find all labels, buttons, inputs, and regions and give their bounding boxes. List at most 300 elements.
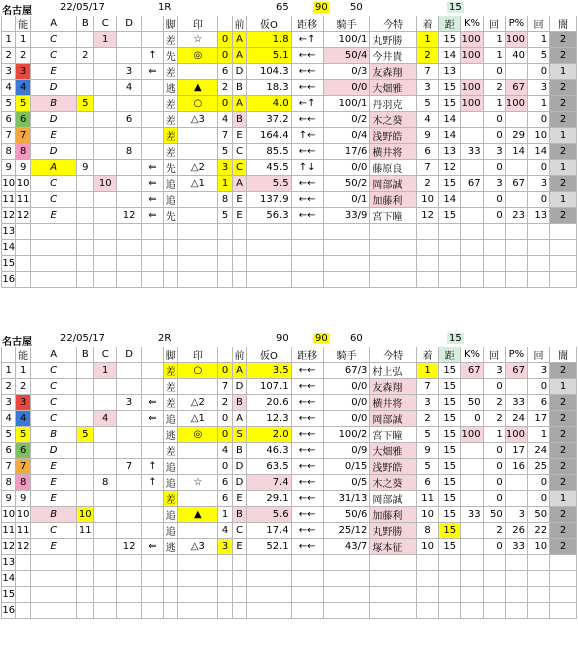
table-cell: 差	[163, 491, 177, 507]
table-cell: 2	[550, 144, 577, 160]
table-cell	[461, 256, 483, 272]
table-cell: 3.5	[247, 363, 291, 379]
row-number: 12	[2, 208, 16, 224]
table-cell	[94, 240, 117, 256]
table-cell: 10	[527, 539, 549, 555]
table-cell: ←←	[291, 507, 323, 523]
table-cell: E	[30, 475, 77, 491]
table-cell: 追	[163, 411, 177, 427]
table-cell	[461, 475, 483, 491]
row-number: 2	[2, 379, 16, 395]
table-cell	[291, 587, 323, 603]
row-number: 3	[2, 64, 16, 80]
table-cell: 0/3	[323, 64, 370, 80]
table-cell	[117, 32, 141, 48]
table-cell: E	[30, 491, 77, 507]
frame-number: 9	[16, 491, 30, 507]
column-header: 前	[232, 347, 246, 363]
venue-label: 名古屋	[2, 337, 32, 348]
table-cell: 塚本征	[370, 539, 417, 555]
row-number: 1	[2, 363, 16, 379]
table-cell	[77, 176, 94, 192]
table-cell	[117, 411, 141, 427]
table-cell: C	[30, 379, 77, 395]
frame-number: 4	[16, 411, 30, 427]
table-row	[2, 523, 577, 539]
column-header: D	[117, 16, 141, 32]
table-cell: 14	[527, 144, 549, 160]
table-cell	[178, 224, 218, 240]
race-1-section	[0, 0, 578, 288]
table-cell	[94, 208, 117, 224]
table-cell: C	[30, 32, 77, 48]
table-cell: 差	[163, 112, 177, 128]
table-cell: ☆	[178, 32, 218, 48]
table-cell: 37.2	[247, 112, 291, 128]
table-cell	[323, 224, 370, 240]
column-header	[141, 347, 163, 363]
table-cell	[94, 224, 117, 240]
table-cell: 63.5	[247, 459, 291, 475]
table-cell: E	[30, 208, 77, 224]
table-cell: 17	[505, 443, 527, 459]
frame-number: 9	[16, 160, 30, 176]
table-cell: 14	[439, 48, 461, 64]
table-cell: C	[30, 411, 77, 427]
table-cell	[117, 443, 141, 459]
table-cell	[505, 603, 527, 619]
table-cell: 1	[483, 48, 505, 64]
table-cell: 差	[163, 379, 177, 395]
table-cell: 大畑雅	[370, 443, 417, 459]
table-cell: 7	[218, 128, 232, 144]
table-cell: 2	[550, 507, 577, 523]
table-cell	[94, 96, 117, 112]
table-cell: 0/5	[323, 475, 370, 491]
table-cell	[141, 224, 163, 240]
table-cell: 0/4	[323, 128, 370, 144]
table-cell: 50/6	[323, 507, 370, 523]
table-cell: 50	[483, 507, 505, 523]
column-header	[141, 16, 163, 32]
frame-number: 1	[16, 363, 30, 379]
table-cell: 15	[439, 507, 461, 523]
header-value-1: 90	[276, 333, 289, 344]
table-cell	[505, 475, 527, 491]
table-cell: D	[30, 80, 77, 96]
table-cell: ←←	[291, 491, 323, 507]
table-cell	[141, 256, 163, 272]
table-cell	[505, 587, 527, 603]
table-cell: 丸野勝	[370, 32, 417, 48]
column-header: 距移	[291, 347, 323, 363]
table-cell: 9	[77, 160, 94, 176]
table-cell: 5	[527, 48, 549, 64]
table-cell: 2	[550, 112, 577, 128]
table-cell: E	[30, 459, 77, 475]
table-cell: 22	[527, 523, 549, 539]
table-row	[2, 379, 577, 395]
table-cell: 0/9	[323, 443, 370, 459]
table-cell: 14	[439, 128, 461, 144]
row-number: 7	[2, 128, 16, 144]
row-number: 4	[2, 80, 16, 96]
table-cell	[323, 256, 370, 272]
table-cell	[417, 272, 439, 288]
table-cell	[323, 571, 370, 587]
table-cell: 17/6	[323, 144, 370, 160]
table-cell: 1	[483, 32, 505, 48]
table-cell	[77, 555, 94, 571]
table-cell: 10	[527, 128, 549, 144]
table-cell	[232, 603, 246, 619]
column-header: B	[77, 347, 94, 363]
table-cell: 33	[505, 395, 527, 411]
row-number: 13	[2, 224, 16, 240]
table-cell: 67	[505, 363, 527, 379]
table-cell: C	[30, 363, 77, 379]
table-cell: 2	[550, 96, 577, 112]
table-cell: 15	[439, 459, 461, 475]
table-row	[2, 240, 577, 256]
table-cell	[94, 539, 117, 555]
table-cell	[483, 587, 505, 603]
frame-number: 11	[16, 192, 30, 208]
table-cell	[94, 395, 117, 411]
table-cell	[483, 256, 505, 272]
table-cell	[30, 256, 77, 272]
table-cell: 13	[439, 144, 461, 160]
table-cell: D	[30, 144, 77, 160]
race-date: 22/05/17	[60, 2, 105, 13]
table-cell	[141, 80, 163, 96]
table-cell: 33	[505, 539, 527, 555]
table-cell: 100	[505, 96, 527, 112]
table-cell	[527, 555, 549, 571]
race-2-section	[0, 331, 578, 619]
table-cell: 藤原良	[370, 160, 417, 176]
table-cell: 15	[439, 411, 461, 427]
table-cell: A	[232, 32, 246, 48]
table-cell: 16	[505, 459, 527, 475]
table-cell: 12	[417, 208, 439, 224]
table-cell: 107.1	[247, 379, 291, 395]
table-cell: B	[30, 96, 77, 112]
table-cell	[439, 603, 461, 619]
table-cell: ←←	[291, 192, 323, 208]
table-cell: 3	[417, 80, 439, 96]
table-cell	[77, 539, 94, 555]
table-cell: 3	[218, 160, 232, 176]
table-cell	[77, 587, 94, 603]
table-cell: 0	[483, 160, 505, 176]
column-header: D	[117, 347, 141, 363]
table-cell: C	[30, 192, 77, 208]
table-cell	[178, 208, 218, 224]
table-cell	[291, 571, 323, 587]
table-cell: 2	[550, 427, 577, 443]
table-cell	[323, 555, 370, 571]
table-cell: D	[232, 475, 246, 491]
table-cell: ◎	[178, 427, 218, 443]
table-cell: 1	[94, 363, 117, 379]
column-header: 距	[439, 16, 461, 32]
table-row	[2, 555, 577, 571]
table-cell: C	[30, 176, 77, 192]
table-cell: 0	[527, 192, 549, 208]
table-cell: 100	[461, 80, 483, 96]
table-cell	[178, 571, 218, 587]
table-cell: 0	[218, 427, 232, 443]
table-cell	[94, 192, 117, 208]
table-row	[2, 32, 577, 48]
table-cell: D	[232, 379, 246, 395]
row-number: 16	[2, 272, 16, 288]
table-cell: 追	[163, 459, 177, 475]
table-cell	[77, 128, 94, 144]
table-cell	[77, 224, 94, 240]
table-cell: 3	[483, 144, 505, 160]
table-row	[2, 128, 577, 144]
table-cell: 差	[163, 128, 177, 144]
table-cell: 100	[461, 96, 483, 112]
table-cell: 1	[483, 427, 505, 443]
table-cell	[370, 571, 417, 587]
row-number: 12	[2, 539, 16, 555]
table-cell: 0/1	[323, 192, 370, 208]
table-cell: 100/1	[323, 96, 370, 112]
table-cell: 15	[439, 80, 461, 96]
table-cell	[117, 256, 141, 272]
table-cell	[218, 587, 232, 603]
table-cell: 17	[527, 411, 549, 427]
table-cell	[141, 571, 163, 587]
table-cell: 18.3	[247, 80, 291, 96]
table-cell: ↑	[141, 48, 163, 64]
table-cell: D	[30, 443, 77, 459]
table-cell	[141, 443, 163, 459]
table-cell	[527, 603, 549, 619]
table-cell: 0	[218, 48, 232, 64]
table-cell: 横井将	[370, 395, 417, 411]
table-cell: 1	[218, 176, 232, 192]
table-cell	[505, 192, 527, 208]
table-cell: B	[30, 507, 77, 523]
table-cell: 8	[94, 475, 117, 491]
table-cell	[163, 603, 177, 619]
table-cell: 3	[117, 64, 141, 80]
table-row	[2, 443, 577, 459]
table-cell	[461, 112, 483, 128]
table-cell	[141, 555, 163, 571]
table-cell	[141, 96, 163, 112]
table-cell: 50/4	[323, 48, 370, 64]
table-cell: D	[30, 112, 77, 128]
table-cell	[117, 96, 141, 112]
table-cell: 12	[117, 208, 141, 224]
table-cell: 2	[550, 475, 577, 491]
frame-number: 7	[16, 128, 30, 144]
table-cell: ▲	[178, 507, 218, 523]
table-cell: A	[30, 160, 77, 176]
table-cell: ○	[178, 96, 218, 112]
table-cell	[461, 128, 483, 144]
table-cell	[550, 571, 577, 587]
table-cell: 100/1	[323, 32, 370, 48]
table-cell: 2	[483, 523, 505, 539]
frame-number: 3	[16, 395, 30, 411]
table-cell: ☆	[178, 475, 218, 491]
table-cell: 8	[117, 144, 141, 160]
table-cell	[461, 64, 483, 80]
table-cell	[247, 272, 291, 288]
table-cell	[461, 555, 483, 571]
table-cell: 137.9	[247, 192, 291, 208]
table-cell: 追	[163, 192, 177, 208]
row-number: 4	[2, 411, 16, 427]
table-cell	[527, 256, 549, 272]
table-cell	[370, 240, 417, 256]
table-cell: 1.8	[247, 32, 291, 48]
table-cell: 加藤利	[370, 192, 417, 208]
table-cell	[94, 80, 117, 96]
table-cell: 15	[439, 427, 461, 443]
table-cell: 8	[218, 192, 232, 208]
table-cell: 追	[163, 176, 177, 192]
table-cell	[218, 555, 232, 571]
table-cell	[30, 224, 77, 240]
table-cell: E	[232, 539, 246, 555]
table-cell: 15	[439, 208, 461, 224]
table-cell: 67	[461, 363, 483, 379]
column-header	[218, 16, 232, 32]
table-cell: 10	[94, 176, 117, 192]
table-cell: 0	[527, 112, 549, 128]
table-cell	[417, 603, 439, 619]
table-cell: E	[232, 491, 246, 507]
column-header	[218, 347, 232, 363]
table-cell: 2	[77, 48, 94, 64]
table-cell: 0/0	[323, 395, 370, 411]
table-header-row	[2, 347, 577, 363]
column-header: K%	[461, 347, 483, 363]
table-cell	[483, 272, 505, 288]
frame-number: 1	[16, 32, 30, 48]
table-cell: 宮下瞳	[370, 208, 417, 224]
table-cell	[247, 603, 291, 619]
table-cell	[117, 192, 141, 208]
table-cell: 8	[417, 523, 439, 539]
table-cell: 0	[218, 363, 232, 379]
table-cell	[323, 603, 370, 619]
table-cell: 友森翔	[370, 64, 417, 80]
table-cell: 11	[417, 491, 439, 507]
table-cell: 4	[417, 112, 439, 128]
table-cell: 5	[218, 208, 232, 224]
row-number: 10	[2, 507, 16, 523]
table-cell: 20.6	[247, 395, 291, 411]
table-cell	[505, 555, 527, 571]
row-number: 13	[2, 555, 16, 571]
table-cell: 2	[550, 208, 577, 224]
table-cell	[94, 48, 117, 64]
table-cell: 50/2	[323, 176, 370, 192]
table-cell: ←←	[291, 411, 323, 427]
table-cell: 56.3	[247, 208, 291, 224]
table-cell: 6	[218, 491, 232, 507]
table-cell: 2	[483, 395, 505, 411]
frame-number: 6	[16, 443, 30, 459]
table-cell: 逃	[163, 427, 177, 443]
column-header	[2, 16, 16, 32]
table-cell: 岡部誠	[370, 491, 417, 507]
table-cell: 4.0	[247, 96, 291, 112]
table-cell: 0	[483, 539, 505, 555]
table-cell	[178, 256, 218, 272]
table-cell	[141, 427, 163, 443]
row-number: 7	[2, 459, 16, 475]
table-cell	[117, 475, 141, 491]
table-cell	[77, 411, 94, 427]
table-cell: ←↑	[291, 96, 323, 112]
table-row	[2, 112, 577, 128]
table-cell: 5.6	[247, 507, 291, 523]
table-cell: △1	[178, 411, 218, 427]
table-cell	[94, 256, 117, 272]
table-cell: 15	[439, 395, 461, 411]
table-cell	[218, 224, 232, 240]
table-cell	[505, 379, 527, 395]
table-cell: 67	[505, 176, 527, 192]
table-row	[2, 507, 577, 523]
table-cell	[117, 128, 141, 144]
frame-number: 12	[16, 208, 30, 224]
table-cell: ↑←	[291, 128, 323, 144]
row-number: 14	[2, 571, 16, 587]
frame-number	[16, 272, 30, 288]
table-cell	[461, 240, 483, 256]
table-cell	[77, 240, 94, 256]
row-number: 8	[2, 475, 16, 491]
table-cell: 11	[77, 523, 94, 539]
table-cell: 2	[550, 411, 577, 427]
table-cell: 0	[483, 491, 505, 507]
frame-number: 6	[16, 112, 30, 128]
table-cell	[141, 32, 163, 48]
table-cell: ←←	[291, 443, 323, 459]
table-cell: 24	[505, 411, 527, 427]
column-header: 距	[439, 347, 461, 363]
column-header: 距移	[291, 16, 323, 32]
table-cell: 100	[461, 48, 483, 64]
table-cell	[483, 603, 505, 619]
table-cell	[94, 128, 117, 144]
table-cell: 1	[550, 192, 577, 208]
table-cell: 13	[439, 64, 461, 80]
column-header: 着	[417, 347, 439, 363]
table-cell	[117, 160, 141, 176]
table-cell	[163, 555, 177, 571]
table-cell: 9	[417, 128, 439, 144]
table-cell: E	[30, 539, 77, 555]
table-cell: 1	[527, 427, 549, 443]
table-cell: 7.4	[247, 475, 291, 491]
table-cell: 逃	[163, 539, 177, 555]
table-cell: B	[232, 395, 246, 411]
table-cell: 1	[417, 363, 439, 379]
table-cell	[77, 64, 94, 80]
table-cell: 10	[417, 192, 439, 208]
